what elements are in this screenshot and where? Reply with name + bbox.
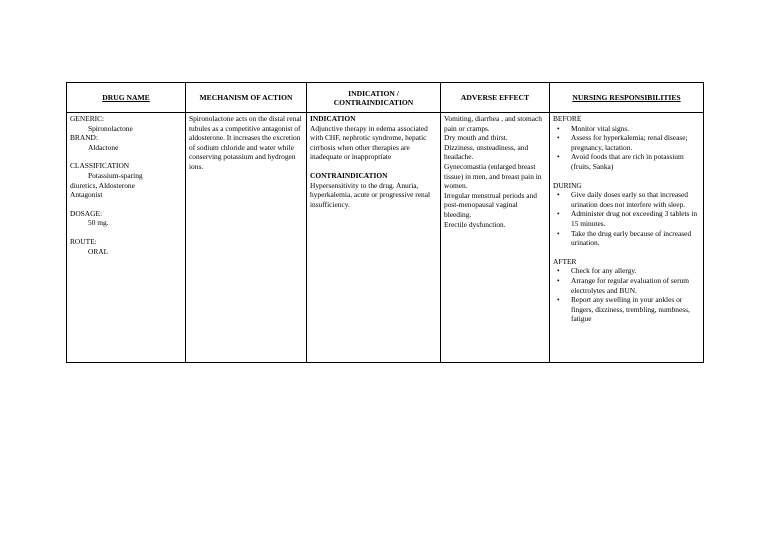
indication-cell (307, 113, 441, 363)
classification-line-1: Potassium-sparing (88, 170, 143, 180)
list-item: • Assess for hyperkalemia; renal disease; pregnancy, lactation. (571, 133, 700, 152)
adverse-line: Dry mouth and thirst. (444, 133, 508, 143)
generic-label: GENERIC: (70, 114, 105, 123)
classification-label: CLASSIFICATION (70, 161, 130, 171)
adverse-line: Erectile dysfunction. (444, 219, 506, 229)
header-drug-name (67, 83, 186, 113)
contraindication-text: Hypersensitivity to the drug. Anuria, hyperkalemia, acute or progressive renal insufficiency. (310, 180, 431, 209)
classification-line-2: diuretics, Aldosterone (70, 180, 135, 190)
adverse-line: Vomiting, diarrhea , and stomach pain or cramps. (444, 114, 542, 133)
list-item: • Check for any allergy. (571, 266, 700, 276)
before-list (553, 124, 700, 172)
drug-study-table (66, 82, 704, 363)
header-mechanism (186, 83, 307, 113)
header-adverse (441, 83, 550, 113)
list-item: • Give daily doses early so that increased urination does not interfere with sleep. (571, 190, 700, 209)
dosage-label: DOSAGE: (70, 208, 103, 218)
route-label: ROUTE: (70, 236, 97, 246)
route-value: ORAL (88, 246, 109, 256)
header-drug-name-text: DRUG NAME (102, 93, 150, 102)
list-item: • Monitor vital signs. (571, 124, 700, 134)
list-item: • Avoid foods that are rich in potassium (fruits, Sanka) (571, 152, 700, 171)
adverse-line: Dizziness, unsteadiness, and headache. (444, 142, 529, 162)
table-body-row (67, 113, 704, 363)
indication-label: INDICATION (310, 114, 356, 123)
mechanism-text: Spironolactone acts on the distal renal tubules as a competitive antagonist of aldosterone. It increases the excretion of sodium chloride and water while conserving potassium and hydrogen ions. (189, 114, 302, 171)
list-item: • Arrange for regular evaluation of serum electrolytes and BUN. (571, 276, 700, 295)
drug-name-cell (67, 113, 186, 363)
header-nursing-text: NURSING RESPONSIBILITIES (572, 93, 681, 102)
classification-line-3: Antagonist (70, 190, 103, 200)
header-mechanism-text: MECHANISM OF ACTION (199, 93, 293, 102)
nursing-cell (550, 113, 704, 363)
list-item: • Administer drug not exceeding 3 tablets in 15 minutes. (571, 209, 700, 228)
table-header-row (67, 83, 704, 113)
during-label: DURING (553, 180, 582, 190)
adverse-line: Gynecomastia (enlarged breast tissue) in men, and breast pain in women. (444, 161, 542, 191)
before-label: BEFORE (553, 114, 582, 123)
dosage-value: 50 mg. (88, 218, 109, 228)
indication-text: Adjunctive therapy in edema associated with CHF, nephrotic syndrome, hepatic cirrhosis when other therapies are inadequate or inappropriate (310, 123, 428, 162)
during-list (553, 190, 700, 248)
header-indication-text: INDICATION / CONTRAINDICATION (333, 88, 414, 107)
contraindication-label: CONTRAINDICATION (310, 170, 388, 180)
brand-label: BRAND: (70, 133, 98, 143)
list-item: • Take the drug early because of increased urination. (571, 229, 700, 248)
adverse-cell (441, 113, 550, 363)
header-adverse-text: ADVERSE EFFECT (460, 93, 530, 102)
mechanism-cell (186, 113, 307, 363)
list-item: • Report any swelling in your ankles or fingers, dizziness, trembling, numbness, fatigue (571, 295, 700, 324)
after-label: AFTER (553, 256, 577, 266)
header-indication (307, 83, 441, 113)
adverse-line: Irregular menstrual periods and post-menopausal vaginal bleeding. (444, 190, 537, 219)
header-nursing (550, 83, 704, 113)
generic-value: Spironolactone (88, 123, 133, 133)
after-list (553, 266, 700, 324)
brand-value: Aldactone (88, 142, 119, 152)
